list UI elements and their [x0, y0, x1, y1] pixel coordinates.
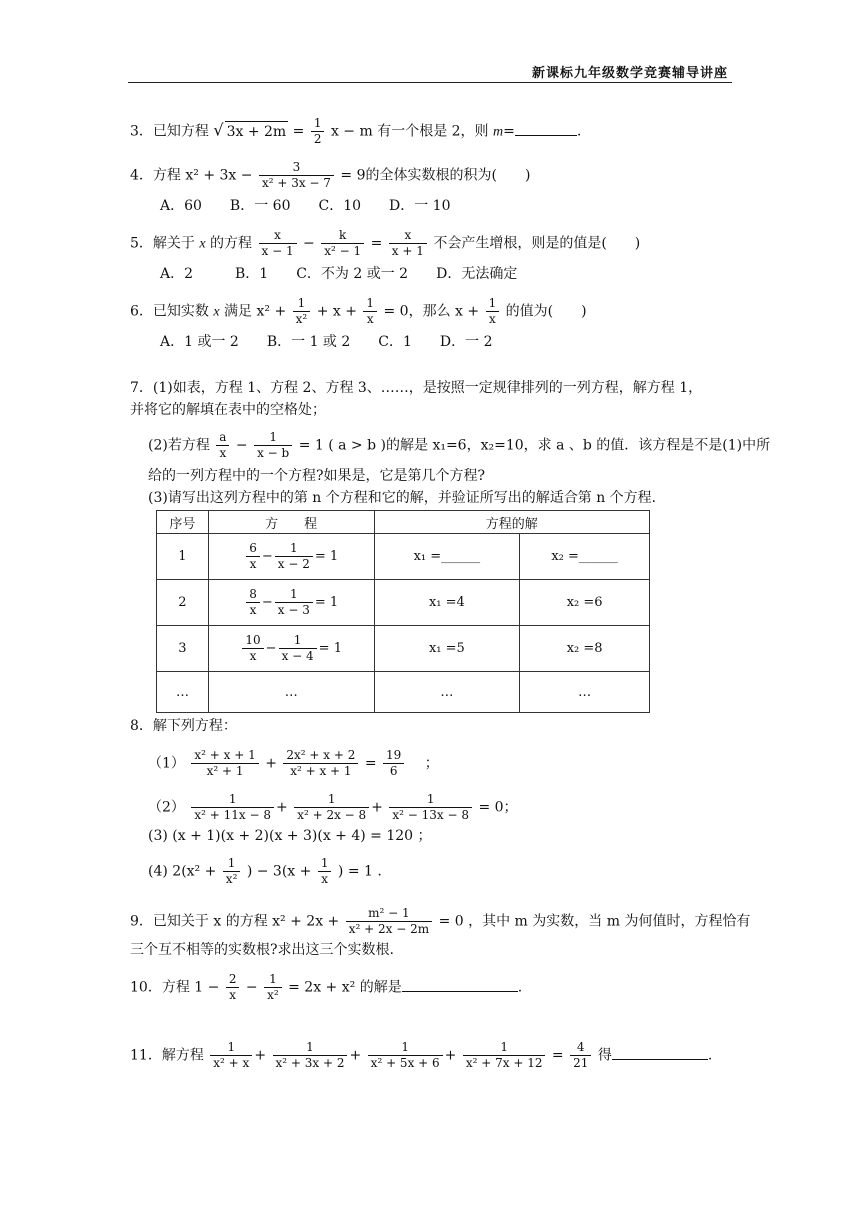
row-equation: $\frac{6}{x}$ − $\frac{1}{x - 2}$ = 1 [208, 534, 374, 580]
p5-minus: − [303, 235, 315, 252]
p8-s1-fraction-3: $\frac{19}{6}$ [383, 748, 404, 779]
p5-equals: = [370, 235, 383, 252]
p7-l3-prefix: (2)若方程 [148, 437, 210, 454]
p6-expr-1: x² + [256, 303, 287, 320]
row-index: 1 [157, 534, 209, 580]
p10-fraction-2: $\frac{1}{\text{x²}}$ [264, 972, 282, 1003]
eq-frac-2: $\frac{1}{x - 3}$ [275, 587, 313, 618]
row-solution-2: x₂ =8 [520, 626, 650, 672]
row-solution-1: x₁ =5 [374, 626, 520, 672]
p6-expr-3: x + [455, 303, 480, 320]
problem-10 [130, 972, 522, 1003]
p8-sub-1 [148, 748, 439, 779]
p6-mid: 满足 [224, 303, 253, 320]
p8-s1-fraction-2: $\frac{\text{2x² + x + 2}}{\text{x² + x + 1}}$ [283, 748, 358, 779]
p3-expr: x − m [330, 123, 373, 140]
p6-var-x: x [213, 304, 220, 320]
ellipsis-cell: … [374, 672, 520, 713]
p8-s1-fraction-1: $\frac{\text{x² + x + 1}}{\text{x² + 1}}$ [191, 748, 258, 779]
p5-var-x: x [199, 236, 206, 252]
eq-rhs: = 1 [314, 549, 339, 564]
p8-s4-mid: ) − 3(x + [246, 863, 312, 880]
row-solution-1[interactable]: x₁ =______ [374, 534, 520, 580]
p6-fraction-1: $\frac{1}{\text{x²}}$ [293, 296, 311, 327]
p3-fraction: $\frac{1}{2}$ [311, 116, 325, 147]
p9-fraction: $\frac{\text{m² − 1}}{\text{x² + 2x − 2m}}$ [346, 906, 432, 937]
p5-options: A．2 B．1 C．不为 2 或一 2 D．无法确定 [160, 266, 518, 282]
row-equation: $\frac{10}{x}$ − $\frac{1}{x - 4}$ = 1 [208, 626, 374, 672]
problem-11: 11．解方程 $\frac{1}{\text{x² + x}}$ + $\frac{1}{\text{x² + 3x + 2}}$ + $\frac{1}{\text{x² + 5x + 6}}$ + $\frac{1}{\text{x² + 7x + 12}}$ = $\frac{4}{21}$ 得 . [130, 1040, 713, 1070]
p11-fraction-5: $\frac{4}{21}$ [570, 1040, 591, 1071]
p7-line-5: (3)请写出这列方程中的第 n 个方程和它的解，并验证所写出的解适合第 n 个方程． [148, 490, 666, 506]
p8-s1-label: （1） [148, 755, 185, 772]
p7-line-3 [148, 430, 770, 461]
p6-prefix: 6．已知实数 [130, 303, 209, 320]
p11-fraction-3: $\frac{1}{\text{x² + 5x + 6}}$ [368, 1040, 443, 1071]
p5-mid: 的方程 [210, 235, 253, 252]
p4-text: 的全体实数根的积为( ) [365, 167, 531, 184]
p6-text-1: ，那么 [408, 303, 451, 320]
p3-var-m: m [493, 124, 504, 140]
p8-s1-plus: + [265, 755, 277, 772]
p8-s2-fraction-1: $\frac{1}{\text{x² + 11x − 8}}$ [191, 792, 274, 823]
problem-5 [130, 228, 640, 259]
row-solution-2: x₂ =6 [520, 580, 650, 626]
p8-s4-fraction-1: $\frac{1}{\text{x²}}$ [223, 856, 241, 887]
p9-line-2: 三个互不相等的实数根?求出这三个实数根. [130, 942, 394, 958]
header-title: 新课标九年级数学竞赛辅导讲座 [531, 66, 728, 81]
p7-minus: − [235, 437, 248, 454]
p7-l3-text: = 1 ( a > b )的解是 x₁=6，x₂=10，求 a 、b 的值．该方程是不是(1)中所 [298, 437, 771, 454]
eq-frac-2: $\frac{1}{x - 4}$ [279, 633, 317, 664]
p10-answer-blank[interactable] [402, 991, 518, 992]
p4-prefix: 4．方程 [130, 167, 181, 184]
eq-frac-2: $\frac{1}{x - 2}$ [275, 541, 313, 572]
p7-fraction-1: $\frac{a}{x}$ [216, 430, 229, 461]
p7-line-1: 7．(1)如表，方程 1、方程 2、方程 3、……，是按照一定规律排列的一列方程，解方程 1， [130, 380, 703, 396]
ellipsis-cell: … [520, 672, 650, 713]
row-solution-1: x₁ =4 [374, 580, 520, 626]
p9-text: = 0 ，其中 m 为实数，当 m 为何值时，方程恰有 [438, 913, 751, 930]
p11-fraction-1: $\frac{1}{\text{x² + x}}$ [210, 1040, 252, 1071]
eq-frac-1: $\frac{10}{x}$ [242, 633, 263, 664]
p8-s4-prefix: (4) 2(x² + [148, 863, 217, 880]
eq-frac-1: $\frac{8}{x}$ [246, 587, 260, 618]
eq-rhs: = 1 [314, 595, 339, 610]
p10-minus: − [245, 979, 258, 996]
p8-sub-4 [148, 856, 382, 887]
p3-prefix: 3．已知方程 [130, 123, 209, 140]
p4-options: A．60 B．一 60 C．10 D．一 10 [160, 198, 451, 214]
table-row [157, 672, 650, 713]
p5-fraction-1: $\frac{x}{x - 1}$ [259, 228, 297, 259]
p5-fraction-3: $\frac{x}{x + 1}$ [389, 228, 427, 259]
eq-rhs: = 1 [318, 641, 342, 656]
p6-equals: = 0 [383, 303, 409, 320]
th-index: 序号 [157, 511, 209, 534]
p4-rhs: = 9 [340, 167, 366, 184]
p6-expr-2: + x + [316, 303, 357, 320]
p11-answer-blank[interactable] [612, 1059, 708, 1060]
p6-text-2: 的值为( ) [505, 303, 587, 320]
p5-prefix: 5．解关于 [130, 235, 195, 252]
p4-fraction: $\frac{3}{\text{x² + 3x − 7}}$ [259, 160, 334, 191]
p11-equals: = [551, 1047, 564, 1064]
p3-answer-blank[interactable] [515, 135, 577, 136]
p11-fraction-2: $\frac{1}{\text{x² + 3x + 2}}$ [273, 1040, 348, 1071]
p7-fraction-2: $\frac{1}{x - b}$ [254, 430, 292, 461]
row-index: 3 [157, 626, 209, 672]
p8-title: 8．解下列方程： [130, 718, 237, 734]
equation-table [156, 510, 650, 713]
p8-s2-fraction-3: $\frac{1}{\text{x² − 13x − 8}}$ [389, 792, 472, 823]
p8-s2-end: = 0； [478, 799, 518, 816]
th-equation: 方 程 [208, 511, 374, 534]
p5-fraction-2: $\frac{k}{\text{x² − 1}}$ [321, 228, 364, 259]
p8-sub-2: （2） $\frac{1}{\text{x² + 11x − 8}}$ + $\frac{1}{\text{x² + 2x − 8}}$ + $\frac{1}{\text{x² − 13x − 8}}$ = 0； [148, 792, 518, 822]
p10-text: = 2x + x² 的解是 [288, 979, 402, 996]
p8-s4-end: ) = 1 . [337, 863, 382, 880]
p3-equals-2: = [503, 123, 515, 140]
p8-s1-end: ； [410, 755, 439, 772]
sqrt-icon: √ [213, 120, 224, 140]
th-solution: 方程的解 [374, 511, 650, 534]
p3-text: 有一个根是 2，则 [377, 123, 489, 140]
p10-end: . [517, 979, 523, 996]
p3-radicand: 3x + 2m [225, 121, 289, 142]
problem-3 [130, 116, 581, 147]
p6-options: A．1 或一 2 B．一 1 或 2 C．1 D．一 2 [160, 334, 493, 350]
problem-9 [130, 906, 750, 937]
table-header-row [157, 511, 650, 534]
ellipsis-cell: … [208, 672, 374, 713]
ellipsis-cell: … [157, 672, 209, 713]
p10-fraction-1: $\frac{2}{x}$ [226, 972, 240, 1003]
p4-lhs: x² + 3x − [185, 167, 253, 184]
p11-fraction-4: $\frac{1}{\text{x² + 7x + 12}}$ [463, 1040, 546, 1071]
p9-prefix: 9．已知关于 x 的方程 x² + 2x + [130, 913, 340, 930]
eq-frac-1: $\frac{6}{x}$ [246, 541, 260, 572]
p7-line-2: 并将它的解填在表中的空格处； [130, 402, 326, 418]
row-equation: $\frac{8}{x}$ − $\frac{1}{x - 3}$ = 1 [208, 580, 374, 626]
p8-s1-equals: = [364, 755, 377, 772]
p10-prefix: 10．方程 1 − [130, 979, 220, 996]
table-row [157, 626, 650, 672]
p8-s4-fraction-2: $\frac{1}{x}$ [318, 856, 332, 887]
p8-s2-fraction-2: $\frac{1}{\text{x² + 2x − 8}}$ [294, 792, 369, 823]
row-index: 2 [157, 580, 209, 626]
row-solution-2[interactable]: x₂ =______ [520, 534, 650, 580]
p3-equals: = [292, 123, 305, 140]
p5-text: 不会产生增根，则是的值是( ) [433, 235, 641, 252]
page-header [128, 60, 732, 83]
p11-prefix: 11．解方程 [130, 1047, 204, 1064]
table-row [157, 580, 650, 626]
p6-fraction-3: $\frac{1}{x}$ [486, 296, 500, 327]
p7-line-4: 给的一列方程中的一个方程?如果是，它是第几个方程? [148, 468, 486, 484]
table-row [157, 534, 650, 580]
p6-fraction-2: $\frac{1}{x}$ [363, 296, 377, 327]
p3-end: . [576, 123, 582, 140]
problem-4 [130, 160, 530, 191]
p8-s2-label: （2） [148, 799, 185, 816]
p11-end: . [707, 1047, 713, 1064]
p11-text: 得 [597, 1047, 612, 1064]
problem-6 [130, 296, 587, 327]
p8-sub-3: (3) (x + 1)(x + 2)(x + 3)(x + 4) = 120 ； [148, 828, 432, 844]
